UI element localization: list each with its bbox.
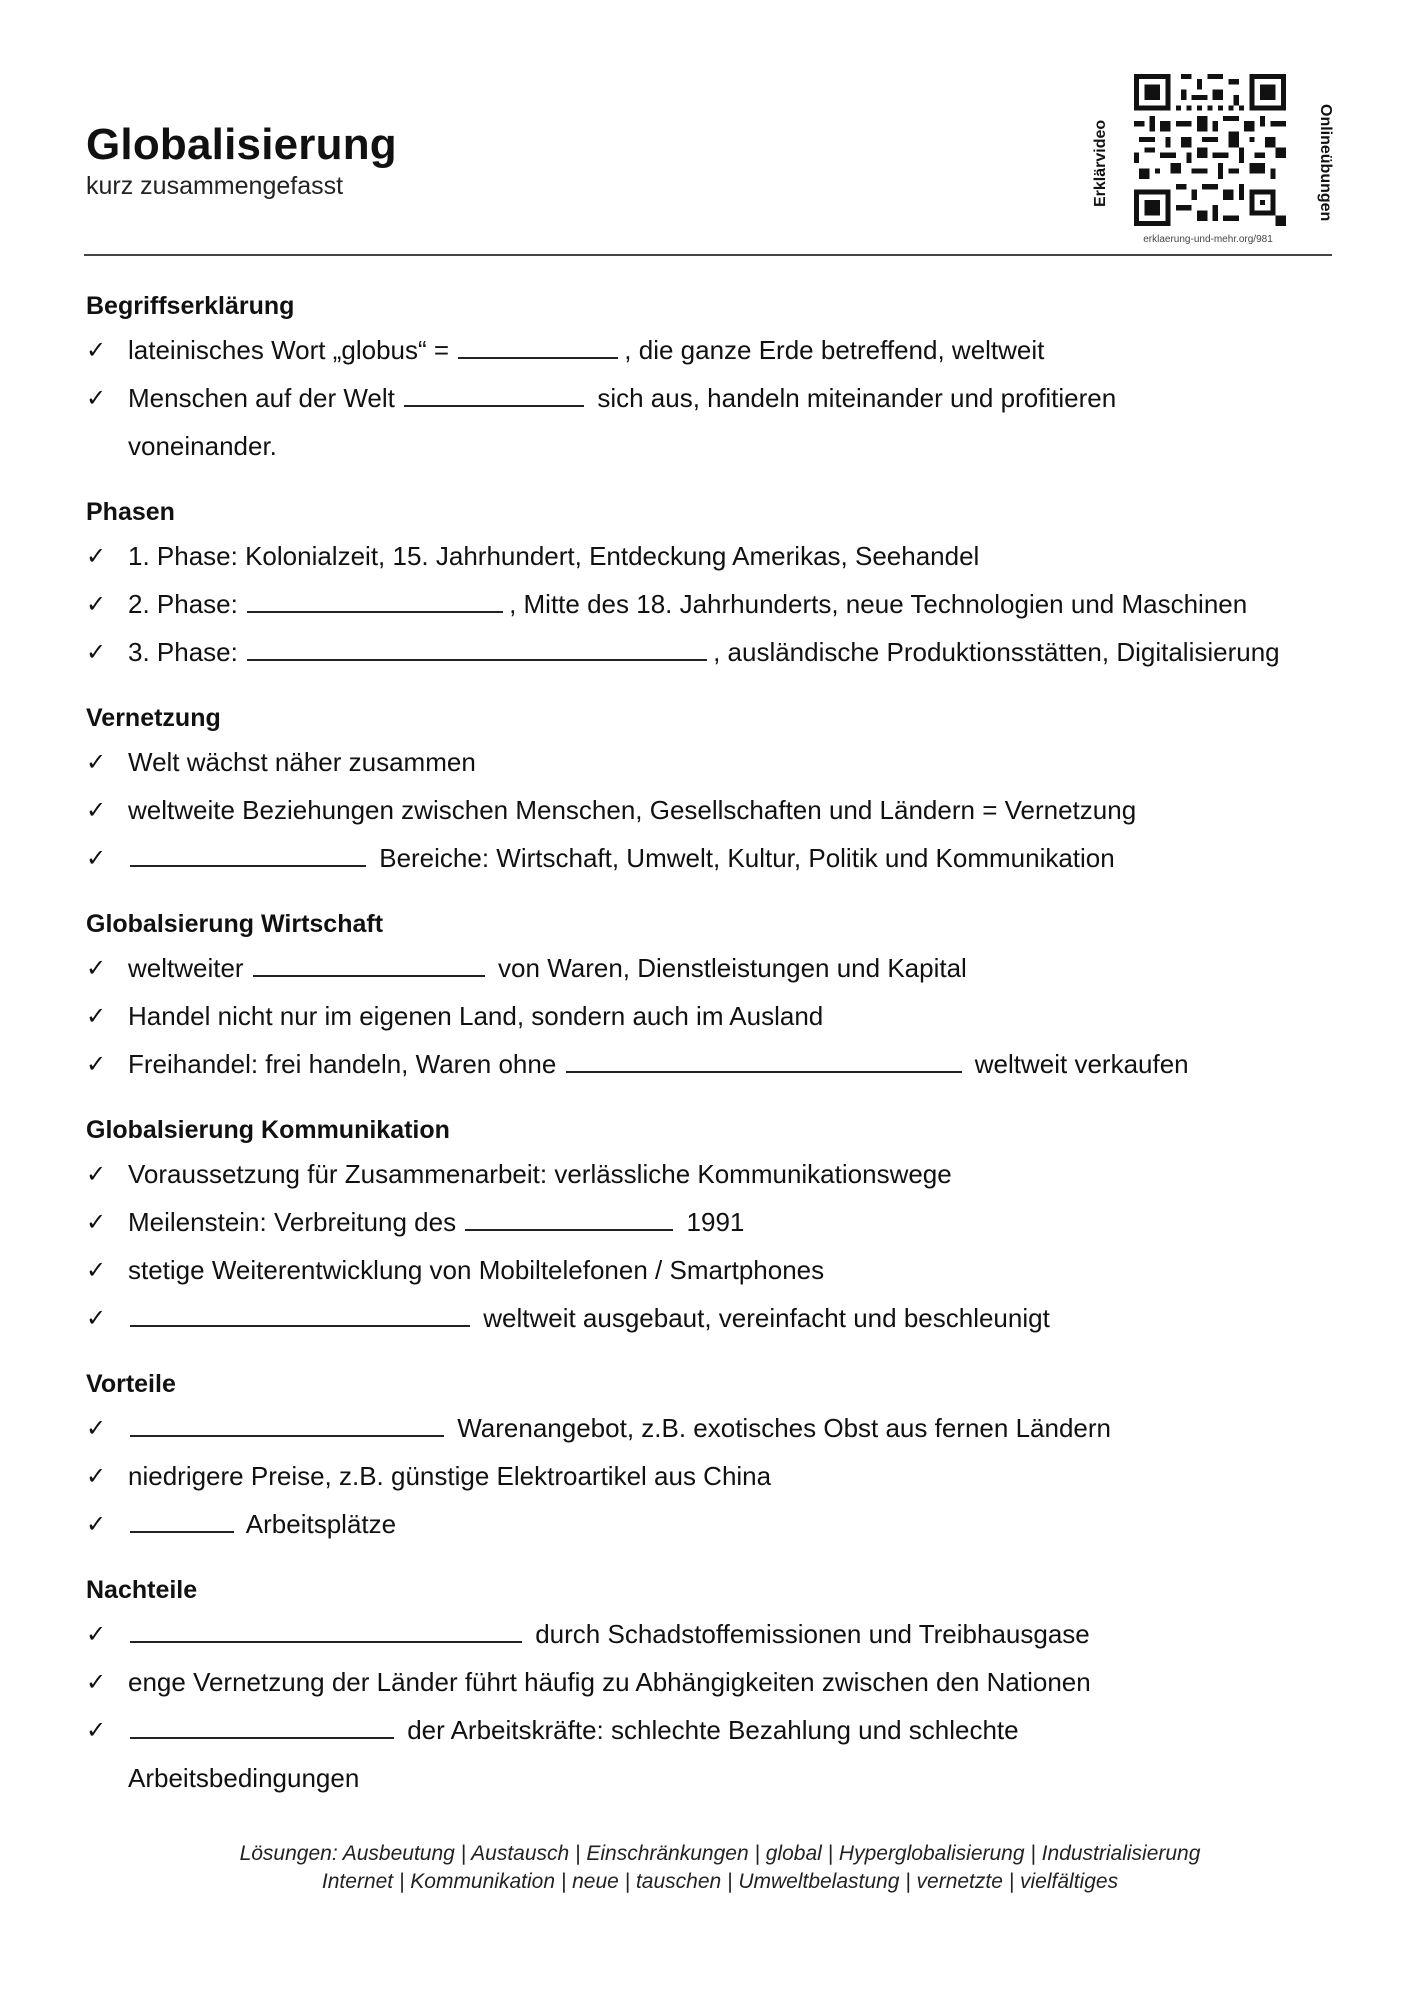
list-item: ✓ Freihandel: frei handeln, Waren ohne weltweit verkaufen bbox=[86, 1040, 1336, 1088]
check-icon: ✓ bbox=[86, 1208, 107, 1236]
blank-field[interactable] bbox=[130, 1295, 470, 1327]
check-icon: ✓ bbox=[86, 1462, 107, 1490]
list-item: ✓ der Arbeitskräfte: schlechte Bezahlung und schlechte bbox=[86, 1706, 1336, 1754]
list-item: ✓ 1. Phase: Kolonialzeit, 15. Jahrhundert, Entdeckung Amerikas, Seehandel bbox=[86, 532, 1336, 580]
check-icon: ✓ bbox=[86, 1716, 107, 1744]
blank-field[interactable] bbox=[458, 327, 618, 359]
section-title-vorteile: Vorteile bbox=[86, 1370, 176, 1398]
check-icon: ✓ bbox=[86, 590, 107, 618]
blank-field[interactable] bbox=[130, 835, 366, 867]
check-icon: ✓ bbox=[86, 1256, 107, 1284]
blank-field[interactable] bbox=[566, 1041, 962, 1073]
check-icon: ✓ bbox=[86, 1160, 107, 1188]
list-item: ✓ weltweite Beziehungen zwischen Menschen, Gesellschaften und Ländern = Vernetzung bbox=[86, 786, 1336, 834]
check-icon: ✓ bbox=[86, 1414, 107, 1442]
section-title-wirtschaft: Globalsierung Wirtschaft bbox=[86, 910, 384, 938]
list-item: ✓ 2. Phase: , Mitte des 18. Jahrhunderts, neue Technologien und Maschinen bbox=[86, 580, 1336, 628]
list-item: ✓ enge Vernetzung der Länder führt häufig zu Abhängigkeiten zwischen den Nationen bbox=[86, 1658, 1336, 1706]
section-title-kommunikation: Globalsierung Kommunikation bbox=[86, 1116, 450, 1144]
section-title-vernetzung: Vernetzung bbox=[86, 704, 221, 732]
solutions-footer bbox=[100, 1840, 1340, 1896]
page-subtitle: kurz zusammengefasst bbox=[86, 172, 344, 200]
list-item: ✓ 3. Phase: , ausländische Produktionsstätten, Digitalisierung bbox=[86, 628, 1336, 676]
blank-field[interactable] bbox=[130, 1707, 394, 1739]
page-title: Globalisierung bbox=[86, 120, 397, 169]
list-item: ✓ Warenangebot, z.B. exotisches Obst aus fernen Ländern bbox=[86, 1404, 1336, 1452]
check-icon: ✓ bbox=[86, 638, 107, 666]
worksheet-content bbox=[86, 286, 1336, 1802]
check-icon: ✓ bbox=[86, 1304, 107, 1332]
blank-field[interactable] bbox=[130, 1501, 234, 1533]
section-title-nachteile: Nachteile bbox=[86, 1576, 198, 1604]
section-title-begriffserklaerung: Begriffserklärung bbox=[86, 292, 295, 320]
list-item: ✓ weltweiter von Waren, Dienstleistungen und Kapital bbox=[86, 944, 1336, 992]
list-item: ✓ Arbeitsplätze bbox=[86, 1500, 1336, 1548]
qr-url: erklaerung-und-mehr.org/981 bbox=[1143, 234, 1273, 245]
blank-field[interactable] bbox=[247, 629, 707, 661]
list-item: ✓ lateinisches Wort „globus“ = , die ganze Erde betreffend, weltweit bbox=[86, 326, 1336, 374]
list-item: ✓ Meilenstein: Verbreitung des 1991 bbox=[86, 1198, 1336, 1246]
section-title-phasen: Phasen bbox=[86, 498, 175, 526]
list-item: ✓ durch Schadstoffemissionen und Treibhausgase bbox=[86, 1610, 1336, 1658]
list-item: ✓ Handel nicht nur im eigenen Land, sondern auch im Ausland bbox=[86, 992, 1336, 1040]
check-icon: ✓ bbox=[86, 796, 107, 824]
solutions-line: Internet | Kommunikation | neue | tauschen | Umweltbelastung | vernetzte | vielfältiges bbox=[321, 1870, 1119, 1893]
list-item: ✓ stetige Weiterentwicklung von Mobiltelefonen / Smartphones bbox=[86, 1246, 1336, 1294]
qr-label-exercises: Onlineübungen bbox=[1317, 104, 1334, 222]
list-item: ✓ niedrigere Preise, z.B. günstige Elektroartikel aus China bbox=[86, 1452, 1336, 1500]
check-icon: ✓ bbox=[86, 1050, 107, 1078]
blank-field[interactable] bbox=[404, 375, 584, 407]
qr-code-icon bbox=[1134, 74, 1286, 226]
list-item: ✓ weltweit ausgebaut, vereinfacht und beschleunigt bbox=[86, 1294, 1336, 1342]
list-item: ✓ Bereiche: Wirtschaft, Umwelt, Kultur, Politik und Kommunikation bbox=[86, 834, 1336, 882]
header-divider bbox=[84, 254, 1332, 256]
list-item: ✓ Voraussetzung für Zusammenarbeit: verlässliche Kommunikationswege bbox=[86, 1150, 1336, 1198]
check-icon: ✓ bbox=[86, 844, 107, 872]
list-item: ✓ Menschen auf der Welt sich aus, handeln miteinander und profitieren bbox=[86, 374, 1336, 422]
check-icon: ✓ bbox=[86, 336, 107, 364]
check-icon: ✓ bbox=[86, 542, 107, 570]
check-icon: ✓ bbox=[86, 1510, 107, 1538]
list-item-continuation: Arbeitsbedingungen bbox=[128, 1763, 360, 1793]
check-icon: ✓ bbox=[86, 954, 107, 982]
solutions-line: Lösungen: Ausbeutung | Austausch | Einschränkungen | global | Hyperglobalisierung | Industrialisierung bbox=[239, 1842, 1201, 1865]
list-item-continuation: voneinander. bbox=[128, 431, 277, 461]
blank-field[interactable] bbox=[130, 1611, 522, 1643]
check-icon: ✓ bbox=[86, 1620, 107, 1648]
check-icon: ✓ bbox=[86, 1002, 107, 1030]
blank-field[interactable] bbox=[253, 945, 485, 977]
check-icon: ✓ bbox=[86, 748, 107, 776]
blank-field[interactable] bbox=[247, 581, 503, 613]
list-item: ✓ Welt wächst näher zusammen bbox=[86, 738, 1336, 786]
blank-field[interactable] bbox=[465, 1199, 673, 1231]
blank-field[interactable] bbox=[130, 1405, 444, 1437]
qr-label-video: Erklärvideo bbox=[1092, 119, 1109, 207]
check-icon: ✓ bbox=[86, 1668, 107, 1696]
check-icon: ✓ bbox=[86, 384, 107, 412]
